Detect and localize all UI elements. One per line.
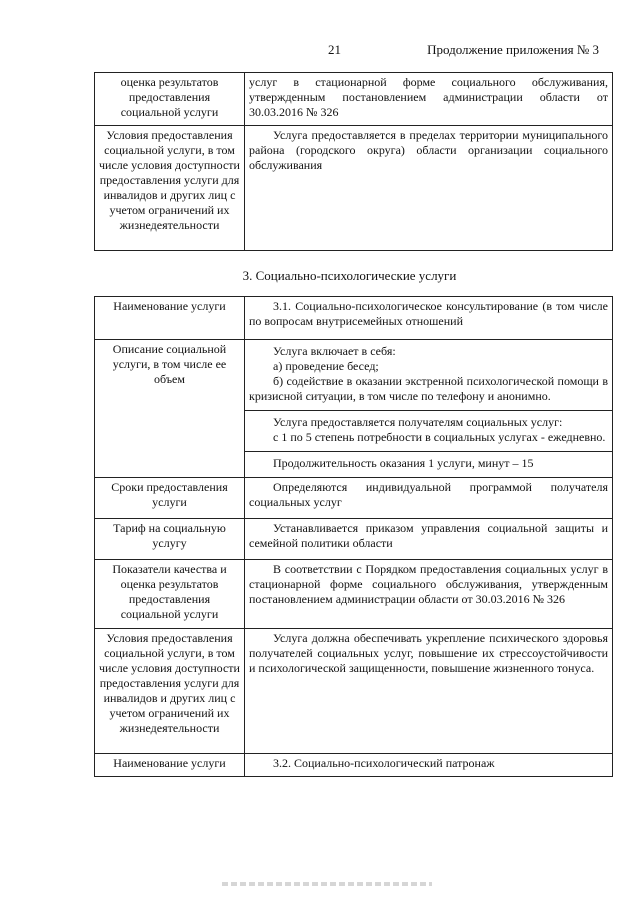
table-row [95,340,613,478]
services-table [94,296,613,777]
recipients-line: Услуга предоставляется получателям социальных услуг: [273,415,563,429]
description-label: Описание социальной услуги, в том числе ее объем [95,340,245,478]
row-label: Условия предоставления социальной услуги, в том числе условия доступности предоставления услуги для инвалидов и других лиц с учетом ограничений их жизнедеятельности [95,126,245,251]
row-content: Услуга предоставляется в пределах территории муниципального района (городского округа) области организации социального обслуживания [245,126,613,251]
description-item-b: б) содействие в оказании экстренной психологической помощи в кризисной ситуации, в том числе по телефону и анонимно. [249,374,608,403]
table-row [95,73,613,126]
description-block-includes [245,340,612,411]
service-name-label-2: Наименование услуги [95,754,245,777]
table-row [95,560,613,629]
row-content: услуг в стационарной форме социального обслуживания, утвержденным постановлением администрации области от 30.03.2016 № 326 [245,73,613,126]
service-name-content-2: 3.2. Социально-психологический патронаж [245,754,613,777]
duration-line: Продолжительность оказания 1 услуги, минут – 15 [273,456,534,470]
row-label: оценка результатов предоставления социальной услуги [95,73,245,126]
description-content [245,340,613,478]
description-item-a: а) проведение бесед; [273,359,379,373]
quality-content: В соответствии с Порядком предоставления социальных услуг в стационарной форме социального обслуживания, утвержденным постановлением администрации области от 30.03.2016 № 326 [245,560,613,629]
table-row [95,478,613,519]
table-row [95,126,613,251]
frequency-line: с 1 по 5 степень потребности в социальных услугах - ежедневно. [273,430,606,444]
description-intro: Услуга включает в себя: [273,344,396,358]
terms-label: Сроки предоставления услуги [95,478,245,519]
tariff-content: Устанавливается приказом управления социальной защиты и семейной политики области [245,519,613,560]
tariff-label: Тариф на социальную услугу [95,519,245,560]
table-row [95,519,613,560]
description-block-duration [245,452,612,477]
continuation-header: Продолжение приложения № 3 [427,42,599,57]
table-row [95,297,613,340]
table-row [95,629,613,754]
service-name-content: 3.1. Социально-психологическое консультирование (в том числе по вопросам внутрисемейных отношений [245,297,613,340]
quality-label: Показатели качества и оценка результатов предоставления социальной услуги [95,560,245,629]
service-name-label: Наименование услуги [95,297,245,340]
description-block-recipients [245,411,612,452]
conditions-content: Услуга должна обеспечивать укрепление психического здоровья получателей социальных услуг, повышение их стрессоустойчивости и психологической защищенности, повышение жизненного тонуса. [245,629,613,754]
scan-artifact [222,882,432,886]
terms-content: Определяются индивидуальной программой получателя социальных услуг [245,478,613,519]
table-row [95,754,613,777]
continuation-table [94,72,613,251]
conditions-label: Условия предоставления социальной услуги, в том числе условия доступности предоставления услуги для инвалидов и других лиц с учетом ограничений их жизнедеятельности [95,629,245,754]
section-title: 3. Социально-психологические услуги [242,268,457,283]
page-number: 21 [328,42,341,57]
